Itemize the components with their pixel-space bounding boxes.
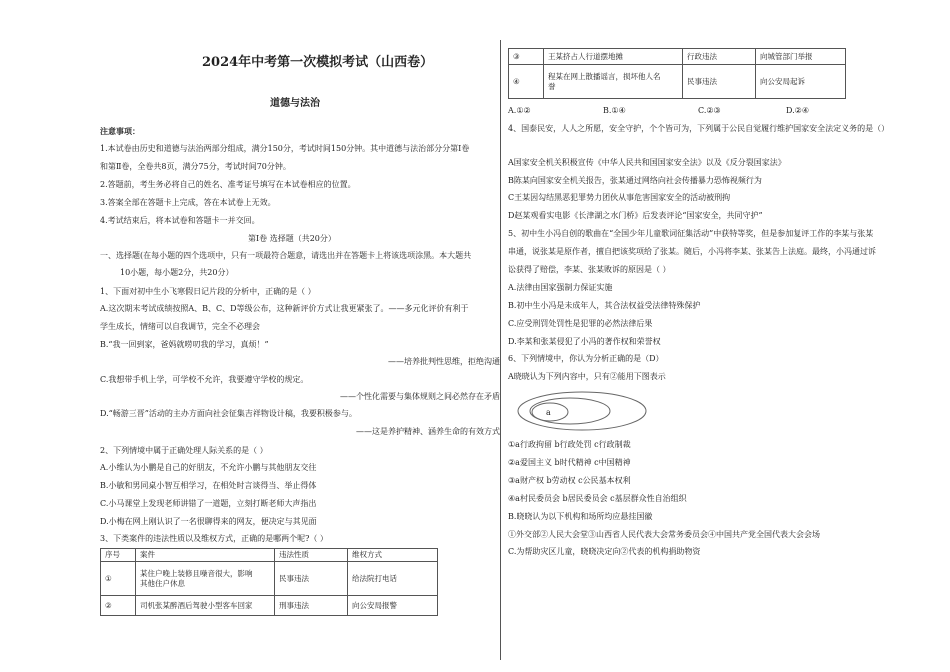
q4-option-d: D赵某观看实电影《长津湖之水门桥》后发表评论“国家安全，共同守护” (508, 211, 763, 220)
table-header-cell: 案件 (136, 549, 275, 562)
q6-stem: 6、下列情境中，你认为分析正确的是（D） (508, 354, 664, 363)
table-cell: 王某挤占人行道摆地摊 (544, 49, 683, 65)
q5-stem-2: 串通，说张某是原作者，擅自把该奖项给了张某。随后，小冯将李某、张某告上法庭。最终，小冯通过诉 (508, 247, 876, 256)
table-cell: ③ (509, 49, 544, 65)
table-cell: 向公安局起诉 (756, 65, 846, 99)
q1-option-b-2: ——培养批判性思维，拒绝沟通 (388, 357, 500, 366)
note-3: 3.答案全部在答题卡上完成，答在本试卷上无效。 (100, 198, 276, 207)
table-cell: 给法院打电话 (348, 562, 438, 596)
table-cell-line: 程某在网上散播谣言，损坏他人名 (548, 71, 661, 81)
q3-option-c: C.②③ (698, 106, 721, 115)
q4-option-a: A国家安全机关积极宣传《中华人民共和国国家安全法》以及《反分裂国家法》 (508, 158, 786, 167)
q2-option-a: A.小维认为小鹏是自己的好朋友，不允许小鹏与其他朋友交往 (100, 463, 317, 472)
diagram-label-a: a (546, 408, 551, 417)
table-header-row (101, 549, 438, 562)
table-cell-line: 某住户晚上装修且噪音很大，影响 (140, 568, 253, 578)
table-cell (136, 562, 275, 596)
q4-option-c: C王某因勾结黑恶犯罪势力团伙从事危害国家安全的活动被刑拘 (508, 193, 731, 202)
table-cell: 民事违法 (275, 562, 348, 596)
column-divider (500, 40, 501, 660)
page-subtitle: 道德与法治 (270, 98, 320, 109)
q6-item-1: ①a行政拘留 b行政处罚 c行政制裁 (508, 440, 631, 449)
nested-circle-diagram (512, 388, 652, 434)
table-cell: 向城管部门举报 (756, 49, 846, 65)
q2-stem: 2、下列情境中属于正确处理人际关系的是（ ） (100, 446, 268, 455)
q1-option-b-1: B.“我一回到家，爸妈就唠叨我的学习，真烦！” (100, 340, 269, 349)
q3-option-a: A.①② (508, 106, 531, 115)
q6-option-c: C.为帮助灾区儿童，晓晓决定向②代表的机构捐助物资 (508, 547, 701, 556)
table-cell: 向公安局报警 (348, 596, 438, 616)
q6-option-b: B.晓晓认为以下机构和场所均应悬挂国徽 (508, 512, 653, 521)
note-4: 4.考试结束后，将本试卷和答题卡一并交回。 (100, 216, 260, 225)
q6-option-a: A晓晓认为下列内容中，只有②能用下图表示 (508, 372, 666, 381)
table-row (101, 596, 438, 616)
table-cell: 司机张某醉酒后驾驶小型客车回家 (136, 596, 275, 616)
table-cell-line: 其他住户休息 (140, 578, 185, 588)
table-cell (544, 65, 683, 99)
q1-option-d-1: D.“畅游三晋”活动的主办方面向社会征集吉祥物设计稿，我要积极参与。 (100, 409, 357, 418)
instructions-a: 一、选择题(在每小题的四个选项中，只有一项最符合题意，请选出并在答题卡上将该选项涂黑。本大题共 (100, 251, 472, 260)
section-heading: 第Ⅰ卷 选择题（共20分） (248, 234, 336, 243)
q6-item-2: ②a爱国主义 b时代精神 c中国精神 (508, 458, 631, 467)
q5-option-b: B.初中生小冯是未成年人，其合法权益受法律特殊保护 (508, 301, 701, 310)
note-2: 2.答题前，考生务必将自己的姓名、准考证号填写在本试卷相应的位置。 (100, 180, 356, 189)
notes-heading: 注意事项： (100, 126, 140, 136)
table-cell-line: 誉 (548, 81, 556, 91)
q2-option-d: D.小梅在网上刚认识了一名很聊得来的网友，便决定与其见面 (100, 517, 317, 526)
q5-stem-3: 讼获得了赔偿，李某、张某败诉的原因是（ ） (508, 265, 671, 274)
note-1b: 和第Ⅱ卷，全卷共8页，满分75分，考试时间70分钟。 (100, 162, 291, 171)
q5-stem-1: 5、初中生小冯自创的歌曲在“全国少年儿童歌词征集活动”中获特等奖，但是参加复评工作的李某与张某 (508, 229, 874, 238)
q1-option-c-1: C.我想带手机上学，可学校不允许，我要遵守学校的规定。 (100, 375, 309, 384)
page-title: 2024年中考第一次模拟考试（山西卷） (202, 55, 434, 70)
q5-option-d: D.李某和张某侵犯了小冯的著作权和荣誉权 (508, 337, 661, 346)
q3-table (100, 548, 438, 616)
q3-option-b: B.①④ (603, 106, 626, 115)
table-cell: ② (101, 596, 136, 616)
table-row (509, 49, 846, 65)
table-header-cell: 维权方式 (348, 549, 438, 562)
q6-item-4: ④a村民委员会 b居民委员会 c基层群众性自治组织 (508, 494, 687, 503)
table-cell: 刑事违法 (275, 596, 348, 616)
table-cell: ① (101, 562, 136, 596)
q3-table-continued (508, 48, 846, 99)
q6-item-3: ③a财产权 b劳动权 c公民基本权利 (508, 476, 631, 485)
q2-option-b: B.小敏和男同桌小智互相学习，在相处时言谈得当、举止得体 (100, 481, 317, 490)
q4-stem: 4、国泰民安，人人之所愿，安全守护，个个皆可为，下列属于公民自觉履行维护国家安全法定义务的是（） (508, 124, 890, 133)
q1-option-a-1: A.这次期末考试成绩按照A、B、C、D等级公布，这种新评价方式让我更紧张了。——多元化评价有利于 (100, 304, 469, 313)
q5-option-a: A.法律由国家强制力保证实施 (508, 283, 613, 292)
q4-option-b: B陈某向国家安全机关报告，张某通过网络向社会传播暴力恐怖视频行为 (508, 176, 762, 185)
q1-stem: 1、下面对初中生小飞寒假日记片段的分析中，正确的是（ ） (100, 287, 316, 296)
table-cell: 民事违法 (683, 65, 756, 99)
table-header-cell: 违法性质 (275, 549, 348, 562)
q3-option-d: D.②④ (786, 106, 810, 115)
note-1a: 1.本试卷由历史和道德与法治两部分组成，满分150分，考试时间150分钟。其中道德与法治部分分第Ⅰ卷 (100, 144, 470, 153)
q6-option-b-list: ①外交部②人民大会堂③山西省人民代表大会常务委员会④中国共产党全国代表大会会场 (508, 530, 820, 539)
q5-option-c: C.应受刑罚处罚性是犯罪的必然法律后果 (508, 319, 653, 328)
table-row (101, 562, 438, 596)
instructions-b: 10小题，每小题2分，共20分） (120, 268, 234, 277)
q3-stem: 3、下类案件的违法性质以及维权方式，正确的是哪两个呢?（ ） (100, 534, 328, 543)
q2-option-c: C.小马课堂上发现老师讲错了一道题，立刻打断老师大声指出 (100, 499, 317, 508)
table-cell: ④ (509, 65, 544, 99)
q1-option-a-2: 学生成长，情绪可以自我调节，完全不必理会 (100, 322, 260, 331)
table-cell: 行政违法 (683, 49, 756, 65)
outer-ellipse-c (518, 392, 646, 430)
table-row (509, 65, 846, 99)
q1-option-c-2: ——个性化需要与集体规则之间必然存在矛盾 (340, 392, 500, 401)
q1-option-d-2: ——这是养护精神、涵养生命的有效方式 (356, 427, 500, 436)
table-header-cell: 序号 (101, 549, 136, 562)
